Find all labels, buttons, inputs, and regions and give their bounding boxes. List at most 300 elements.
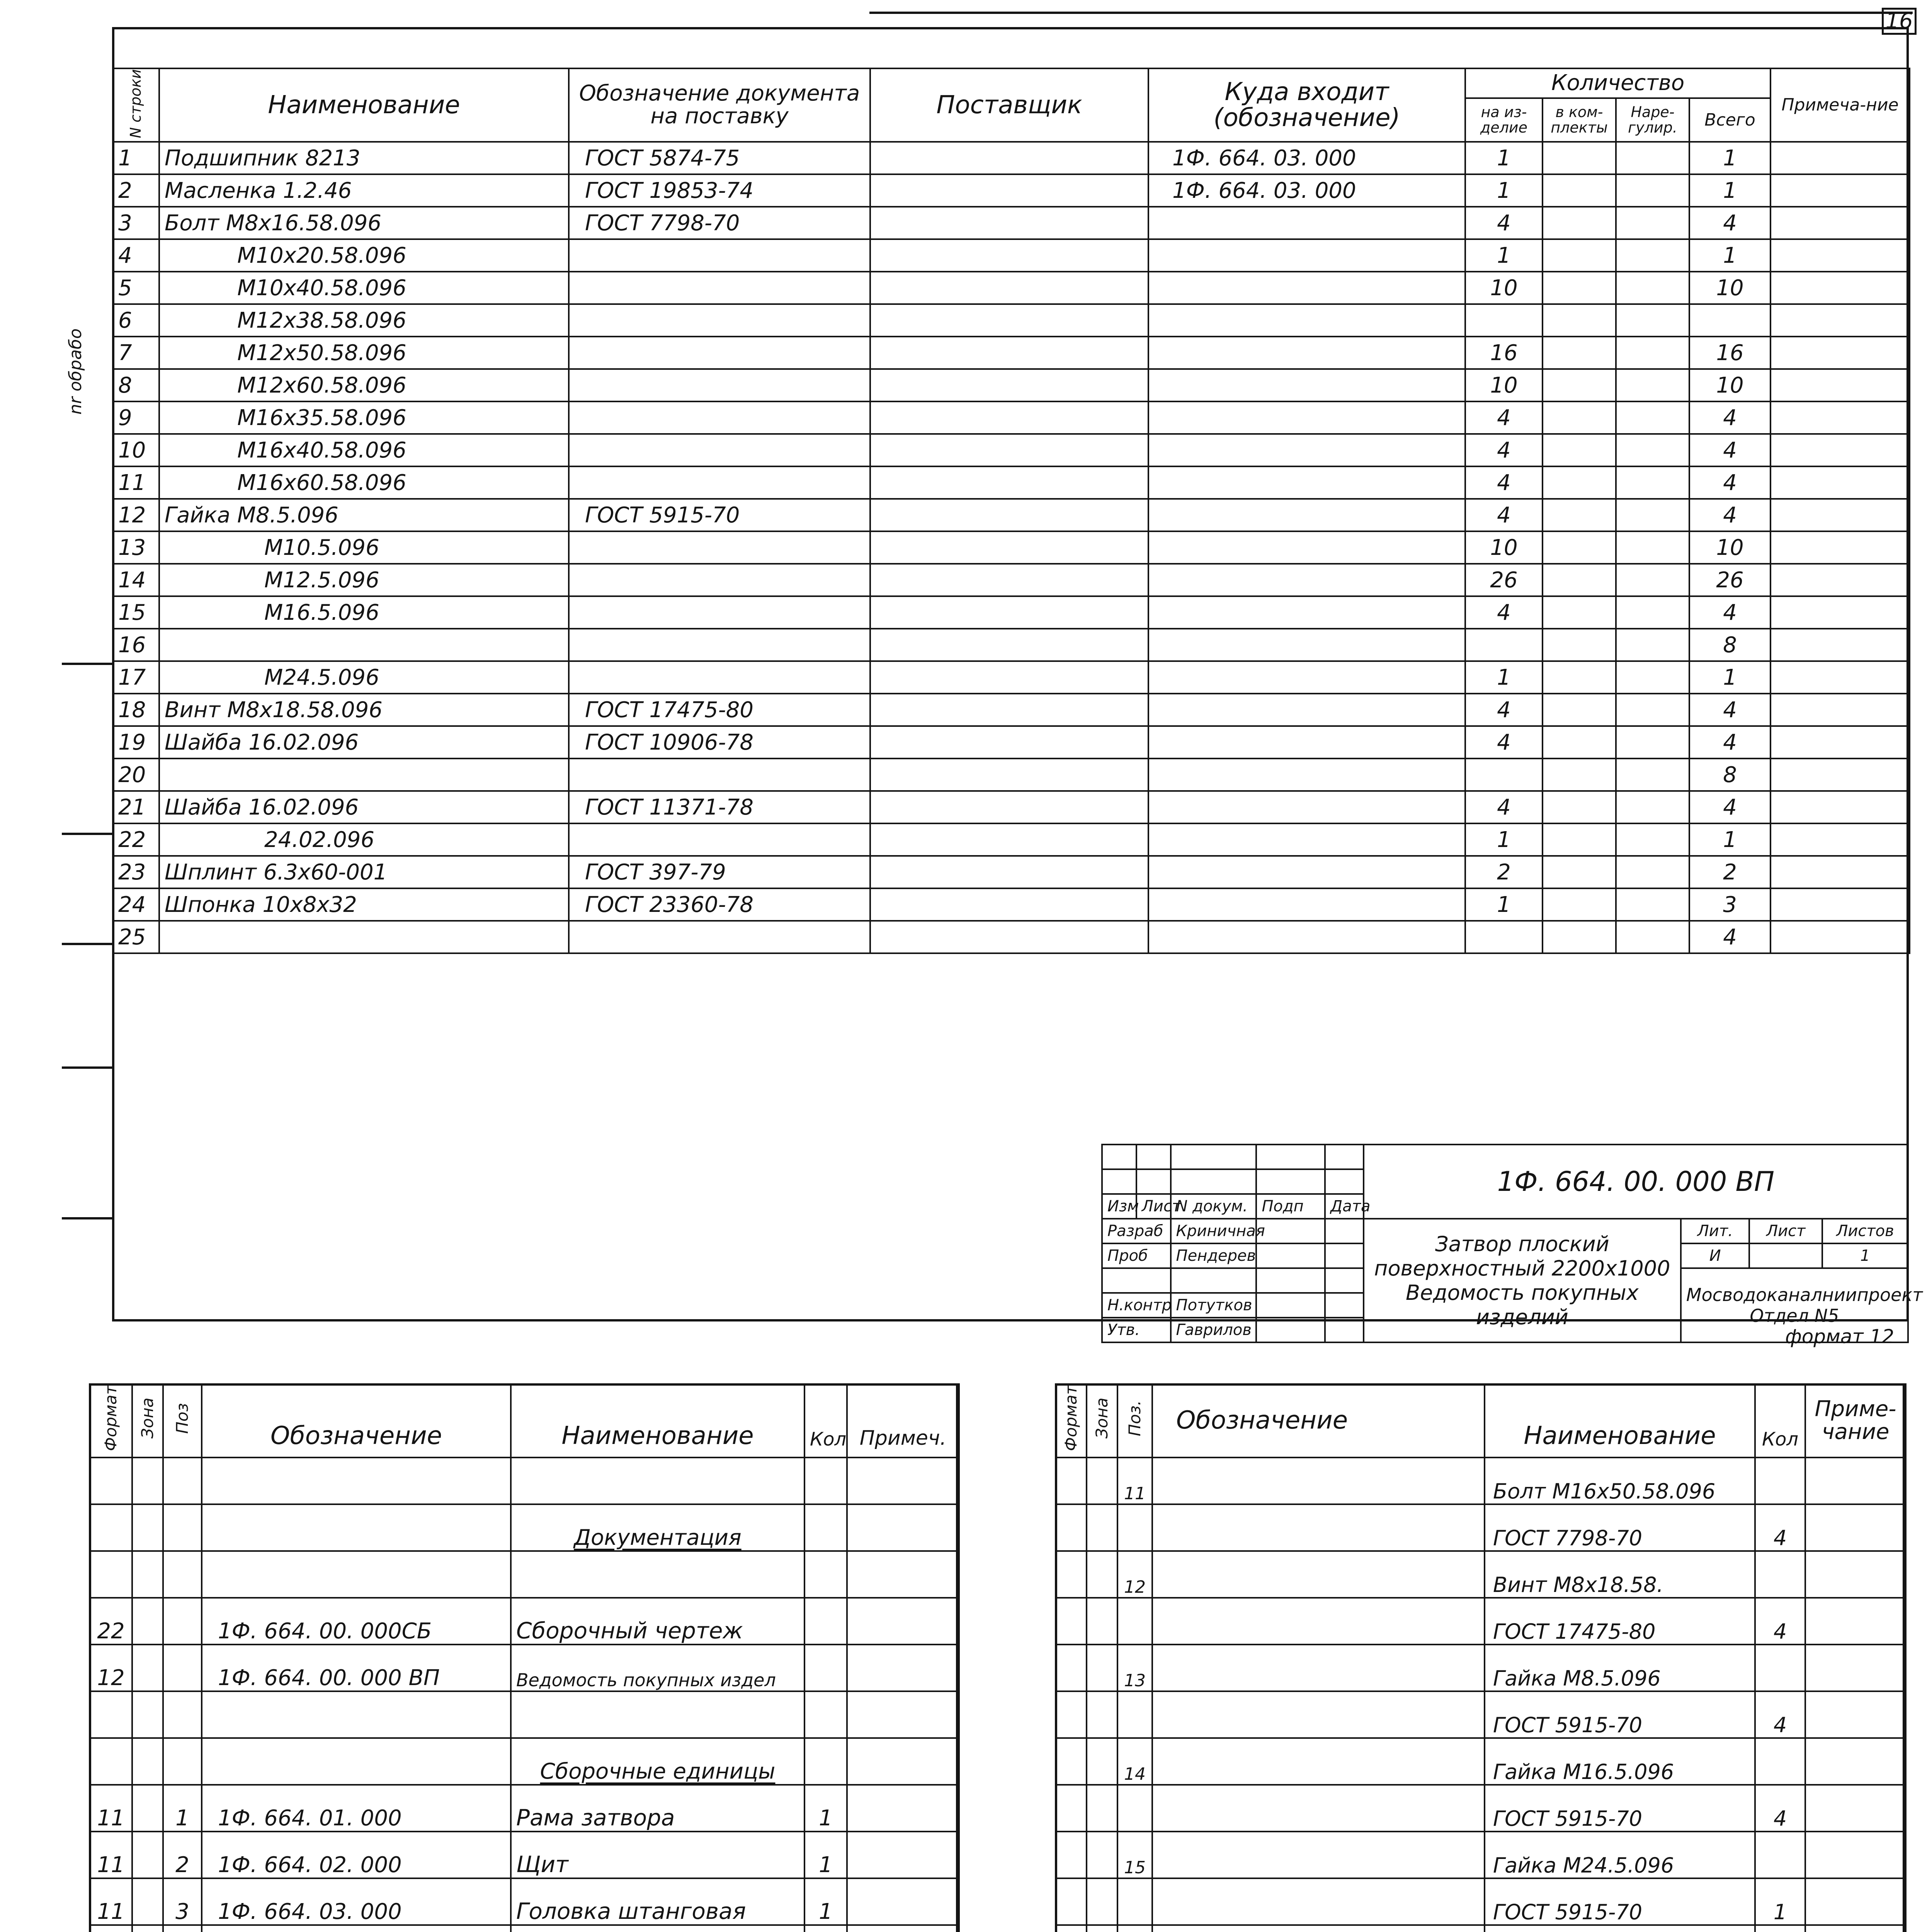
item-qty-total: 1: [1689, 239, 1770, 272]
item-qty-reg: [1616, 856, 1689, 888]
item-doc: [569, 596, 870, 629]
item-qty-reg: [1616, 434, 1689, 466]
item-supplier: [870, 856, 1148, 888]
item-name: Масленка 1.2.46: [159, 174, 569, 207]
item-qty-reg: [1616, 239, 1689, 272]
margin-tick: [62, 663, 112, 665]
item-pos: [1117, 1925, 1152, 1932]
item-format: [1056, 1645, 1087, 1691]
item-format: 11: [90, 1878, 132, 1925]
row-number: 21: [113, 791, 159, 823]
table-row: [113, 239, 1910, 272]
item-qty-total: 10: [1689, 531, 1770, 564]
item-qty-total: 1: [1689, 174, 1770, 207]
item-qty-reg: [1616, 759, 1689, 791]
item-zone: [132, 1691, 163, 1738]
tb-col-list: Лист: [1136, 1194, 1171, 1219]
item-qty-reg: [1616, 499, 1689, 531]
item-qty-total: 4: [1689, 466, 1770, 499]
tb-role: Проб: [1102, 1243, 1171, 1268]
item-zone: [1087, 1458, 1117, 1504]
item-note: [1770, 726, 1910, 759]
item-qty-reg: [1616, 401, 1689, 434]
item-qty-total: 16: [1689, 337, 1770, 369]
item-qty-unit: 10: [1465, 272, 1543, 304]
item-where: [1148, 434, 1465, 466]
item-note: [1770, 434, 1910, 466]
table-row: [1056, 1925, 1906, 1932]
table-row: [113, 272, 1910, 304]
item-format: 22: [90, 1598, 132, 1645]
item-doc: ГОСТ 5915-70: [569, 499, 870, 531]
item-qty-reg: [1616, 304, 1689, 337]
item-note: [1805, 1504, 1906, 1551]
item-designation: [1152, 1598, 1485, 1645]
table-row: [90, 1551, 959, 1598]
row-number: 25: [113, 921, 159, 953]
item-name: Шпонка 10х8х32: [159, 888, 569, 921]
item-zone: [1087, 1785, 1117, 1832]
item-name: [159, 921, 569, 953]
item-qty-unit: [1465, 629, 1543, 661]
item-where: [1148, 661, 1465, 694]
item-doc: [569, 564, 870, 596]
item-qty-kit: [1543, 466, 1616, 499]
item-zone: [132, 1458, 163, 1504]
item-pos: [163, 1738, 202, 1785]
item-doc: [569, 466, 870, 499]
table-row: [113, 759, 1910, 791]
item-qty-reg: [1616, 369, 1689, 401]
item-qty-kit: [1543, 921, 1616, 953]
item-qty: 1: [804, 1785, 847, 1832]
item-supplier: [870, 791, 1148, 823]
item-qty-unit: 2: [1465, 856, 1543, 888]
item-qty-kit: [1543, 207, 1616, 239]
item-where: [1148, 629, 1465, 661]
item-doc: ГОСТ 11371-78: [569, 791, 870, 823]
item-pos: [163, 1458, 202, 1504]
item-qty-kit: [1543, 661, 1616, 694]
item-zone: [132, 1925, 163, 1932]
col-name: Наименование: [159, 68, 569, 142]
col-quantity: Количество: [1465, 68, 1770, 98]
item-qty: [804, 1645, 847, 1691]
item-qty: 4: [1755, 1691, 1805, 1738]
item-name: Щит: [511, 1832, 804, 1878]
item-qty: 4: [1755, 1598, 1805, 1645]
row-number: 18: [113, 694, 159, 726]
item-note: [1770, 759, 1910, 791]
item-qty-total: [1689, 304, 1770, 337]
row-number: 17: [113, 661, 159, 694]
table-row: [90, 1691, 959, 1738]
col-name: Наименование: [511, 1384, 804, 1458]
item-qty-kit: [1543, 142, 1616, 174]
item-zone: [132, 1645, 163, 1691]
col-note: Приме-чание: [1805, 1384, 1906, 1458]
item-zone: [132, 1598, 163, 1645]
item-qty-total: 4: [1689, 921, 1770, 953]
item-note: [1805, 1551, 1906, 1598]
item-where: [1148, 856, 1465, 888]
item-format: [90, 1551, 132, 1598]
item-name: М12х50.58.096: [159, 337, 569, 369]
item-qty-unit: [1465, 304, 1543, 337]
item-format: [1056, 1785, 1087, 1832]
item-qty: [1755, 1645, 1805, 1691]
item-designation: [1152, 1878, 1485, 1925]
item-qty-total: 8: [1689, 629, 1770, 661]
item-name: ГОСТ 5915-70: [1485, 1785, 1755, 1832]
item-doc: [569, 629, 870, 661]
item-qty-unit: 4: [1465, 207, 1543, 239]
item-pos: 13: [1117, 1645, 1152, 1691]
item-where: [1148, 726, 1465, 759]
item-supplier: [870, 466, 1148, 499]
item-zone: [1087, 1738, 1117, 1785]
item-zone: [132, 1738, 163, 1785]
item-qty-unit: 26: [1465, 564, 1543, 596]
item-qty-unit: 4: [1465, 726, 1543, 759]
item-doc: [569, 823, 870, 856]
item-supplier: [870, 564, 1148, 596]
item-qty-total: 4: [1689, 207, 1770, 239]
tb-col-izm: Изм: [1102, 1194, 1136, 1219]
item-note: [1770, 142, 1910, 174]
table-row: [90, 1504, 959, 1551]
row-number: 24: [113, 888, 159, 921]
item-note: [1770, 239, 1910, 272]
col-qty-total: Всего: [1689, 98, 1770, 142]
item-supplier: [870, 207, 1148, 239]
item-qty-reg: [1616, 791, 1689, 823]
margin-tick: [62, 943, 112, 945]
item-supplier: [870, 337, 1148, 369]
item-designation: 1Ф. 664. 02. 000: [202, 1832, 511, 1878]
item-note: [847, 1645, 959, 1691]
top-title-block: [1101, 1144, 1923, 1343]
item-where: [1148, 564, 1465, 596]
item-note: [1770, 921, 1910, 953]
item-supplier: [870, 369, 1148, 401]
item-qty-reg: [1616, 661, 1689, 694]
col-name: Наименование: [1485, 1384, 1755, 1458]
item-where: [1148, 791, 1465, 823]
item-name: Болт М8х16.58.096: [159, 207, 569, 239]
item-name: М10х20.58.096: [159, 239, 569, 272]
item-qty: [804, 1504, 847, 1551]
item-supplier: [870, 272, 1148, 304]
item-name: М12х38.58.096: [159, 304, 569, 337]
row-number: 15: [113, 596, 159, 629]
col-pos: Поз: [163, 1384, 202, 1458]
item-qty: [804, 1551, 847, 1598]
row-number: 10: [113, 434, 159, 466]
table-row: [113, 142, 1910, 174]
table-row: [113, 564, 1910, 596]
item-qty: 1: [1755, 1878, 1805, 1925]
item-note: [1770, 499, 1910, 531]
item-qty-unit: 1: [1465, 661, 1543, 694]
item-designation: 1Ф. 664. 00. 000СБ: [202, 1598, 511, 1645]
col-pos: Поз.: [1117, 1384, 1152, 1458]
item-pos: [163, 1504, 202, 1551]
item-qty-total: 4: [1689, 726, 1770, 759]
tb-role: Разраб: [1102, 1219, 1171, 1243]
item-where: [1148, 304, 1465, 337]
item-qty-unit: 1: [1465, 239, 1543, 272]
spec-table-left: [89, 1383, 960, 1932]
table-row: [113, 174, 1910, 207]
item-qty-unit: 4: [1465, 596, 1543, 629]
item-qty-reg: [1616, 272, 1689, 304]
item-qty-unit: 1: [1465, 888, 1543, 921]
spec-table-right: [1055, 1383, 1906, 1932]
item-where: [1148, 694, 1465, 726]
item-qty-unit: 16: [1465, 337, 1543, 369]
col-note: Примеч.: [847, 1384, 959, 1458]
item-qty: [804, 1738, 847, 1785]
item-doc: [569, 369, 870, 401]
item-note: [847, 1691, 959, 1738]
col-designation: Обозначение: [1152, 1384, 1485, 1458]
item-qty-reg: [1616, 337, 1689, 369]
item-qty-unit: 4: [1465, 791, 1543, 823]
item-designation: [202, 1551, 511, 1598]
table-row: [1056, 1878, 1906, 1925]
item-qty-kit: [1543, 726, 1616, 759]
item-qty: [804, 1598, 847, 1645]
item-qty: [1755, 1832, 1805, 1878]
item-format: [1056, 1691, 1087, 1738]
item-name: [159, 759, 569, 791]
item-doc: ГОСТ 397-79: [569, 856, 870, 888]
item-qty-total: 26: [1689, 564, 1770, 596]
item-doc: ГОСТ 19853-74: [569, 174, 870, 207]
table-row: [90, 1738, 959, 1785]
item-name: М24.5.096: [159, 661, 569, 694]
item-note: [1770, 888, 1910, 921]
table-row: [1056, 1738, 1906, 1785]
table-row: [113, 401, 1910, 434]
item-qty-reg: [1616, 823, 1689, 856]
item-note: [1770, 174, 1910, 207]
item-qty-total: 4: [1689, 401, 1770, 434]
item-doc: ГОСТ 5874-75: [569, 142, 870, 174]
item-pos: [1117, 1504, 1152, 1551]
item-zone: [1087, 1832, 1117, 1878]
item-qty-kit: [1543, 304, 1616, 337]
top-border-line: [869, 12, 1913, 14]
item-qty: [804, 1925, 847, 1932]
item-supplier: [870, 304, 1148, 337]
item-qty-total: 3: [1689, 888, 1770, 921]
item-name: Винт М8х18.58.096: [159, 694, 569, 726]
item-format: [1056, 1925, 1087, 1932]
item-note: [1805, 1832, 1906, 1878]
col-note: Примеча-ние: [1770, 68, 1910, 142]
item-supplier: [870, 531, 1148, 564]
item-zone: [1087, 1504, 1117, 1551]
item-note: [1805, 1925, 1906, 1932]
margin-tick: [62, 1066, 112, 1069]
item-note: [1770, 337, 1910, 369]
item-where: [1148, 921, 1465, 953]
item-supplier: [870, 401, 1148, 434]
item-name: М10х40.58.096: [159, 272, 569, 304]
item-qty-total: 1: [1689, 661, 1770, 694]
item-name: Шайба 16.02.096: [159, 791, 569, 823]
item-pos: 15: [1117, 1832, 1152, 1878]
item-pos: [163, 1645, 202, 1691]
item-supplier: [870, 921, 1148, 953]
item-note: [1770, 401, 1910, 434]
item-designation: 1Ф. 664. 01. 000: [202, 1785, 511, 1832]
row-number: 6: [113, 304, 159, 337]
item-qty-unit: 4: [1465, 499, 1543, 531]
row-number: 12: [113, 499, 159, 531]
table-row: [90, 1598, 959, 1645]
row-number: 23: [113, 856, 159, 888]
table-row: [90, 1832, 959, 1878]
table-row: [113, 888, 1910, 921]
item-zone: [132, 1551, 163, 1598]
item-name: Гайка М8.5.096: [159, 499, 569, 531]
item-name: [159, 629, 569, 661]
item-note: [1770, 661, 1910, 694]
item-supplier: [870, 142, 1148, 174]
row-number: 8: [113, 369, 159, 401]
item-qty-reg: [1616, 694, 1689, 726]
margin-tick: [62, 833, 112, 835]
item-pos: 12: [1117, 1551, 1152, 1598]
tb-person: Потутков: [1171, 1293, 1257, 1318]
item-name: [1485, 1925, 1755, 1932]
item-note: [847, 1551, 959, 1598]
table-row: [90, 1878, 959, 1925]
item-supplier: [870, 629, 1148, 661]
item-pos: 3: [163, 1878, 202, 1925]
item-name: Гайка М8.5.096: [1485, 1645, 1755, 1691]
item-qty-reg: [1616, 174, 1689, 207]
item-where: 1Ф. 664. 03. 000: [1148, 174, 1465, 207]
item-designation: [1152, 1551, 1485, 1598]
item-pos: [1117, 1691, 1152, 1738]
item-note: [847, 1504, 959, 1551]
table-row: [113, 856, 1910, 888]
col-qty: Кол: [804, 1384, 847, 1458]
item-doc: ГОСТ 17475-80: [569, 694, 870, 726]
col-supplier: Поставщик: [870, 68, 1148, 142]
item-where: 1Ф. 664. 03. 000: [1148, 142, 1465, 174]
table-row: [113, 369, 1910, 401]
item-pos: 11: [1117, 1458, 1152, 1504]
item-qty-unit: 1: [1465, 823, 1543, 856]
side-note: nr обрабо: [66, 328, 85, 415]
table-row: [90, 1785, 959, 1832]
tb-person: Криничная: [1171, 1219, 1257, 1243]
item-where: [1148, 239, 1465, 272]
item-qty-kit: [1543, 272, 1616, 304]
table-row: [1056, 1551, 1906, 1598]
item-name: ГОСТ 17475-80: [1485, 1598, 1755, 1645]
item-note: [1770, 856, 1910, 888]
top-format: формат 12: [1785, 1325, 1895, 1348]
tb-lit-label: Лит.: [1681, 1219, 1750, 1243]
item-qty-kit: [1543, 856, 1616, 888]
table-row: [113, 726, 1910, 759]
col-format: Формат: [90, 1384, 132, 1458]
col-qty-reg: Наре-гулир.: [1616, 98, 1689, 142]
item-qty-unit: 4: [1465, 401, 1543, 434]
col-where: Куда входит (обозначение): [1148, 68, 1465, 142]
item-note: [1770, 791, 1910, 823]
item-qty-reg: [1616, 142, 1689, 174]
item-supplier: [870, 499, 1148, 531]
item-name: Шайба 16.02.096: [159, 726, 569, 759]
item-name: Документация: [511, 1504, 804, 1551]
item-supplier: [870, 823, 1148, 856]
table-row: [1056, 1645, 1906, 1691]
item-format: [90, 1504, 132, 1551]
item-qty-unit: 4: [1465, 694, 1543, 726]
item-supplier: [870, 174, 1148, 207]
item-doc: [569, 921, 870, 953]
item-note: [847, 1878, 959, 1925]
table-row: [113, 661, 1910, 694]
row-number: 1: [113, 142, 159, 174]
row-number: 2: [113, 174, 159, 207]
item-note: [847, 1832, 959, 1878]
item-zone: [1087, 1551, 1117, 1598]
item-supplier: [870, 726, 1148, 759]
item-format: 12: [90, 1645, 132, 1691]
item-pos: [163, 1598, 202, 1645]
item-where: [1148, 499, 1465, 531]
item-name: 24.02.096: [159, 823, 569, 856]
item-qty-unit: 4: [1465, 434, 1543, 466]
item-note: [1805, 1785, 1906, 1832]
item-qty-total: 10: [1689, 369, 1770, 401]
item-where: [1148, 531, 1465, 564]
item-qty-total: 4: [1689, 791, 1770, 823]
item-qty-kit: [1543, 401, 1616, 434]
item-doc: ГОСТ 7798-70: [569, 207, 870, 239]
table-row: [1056, 1785, 1906, 1832]
item-qty: [1755, 1551, 1805, 1598]
item-doc: [569, 304, 870, 337]
item-zone: [132, 1832, 163, 1878]
item-format: 11: [90, 1785, 132, 1832]
item-supplier: [870, 596, 1148, 629]
item-doc: [569, 239, 870, 272]
item-name: М12.5.096: [159, 564, 569, 596]
tb-lit: И: [1681, 1243, 1750, 1268]
item-qty-kit: [1543, 694, 1616, 726]
item-qty-kit: [1543, 564, 1616, 596]
item-qty-unit: 1: [1465, 142, 1543, 174]
item-qty-kit: [1543, 759, 1616, 791]
tb-sheets-label: Листов: [1822, 1219, 1908, 1243]
item-name: Гайка М16.5.096: [1485, 1738, 1755, 1785]
row-number: 5: [113, 272, 159, 304]
item-qty-kit: [1543, 434, 1616, 466]
item-qty-total: 4: [1689, 596, 1770, 629]
item-qty-kit: [1543, 629, 1616, 661]
item-supplier: [870, 888, 1148, 921]
item-doc: [569, 661, 870, 694]
